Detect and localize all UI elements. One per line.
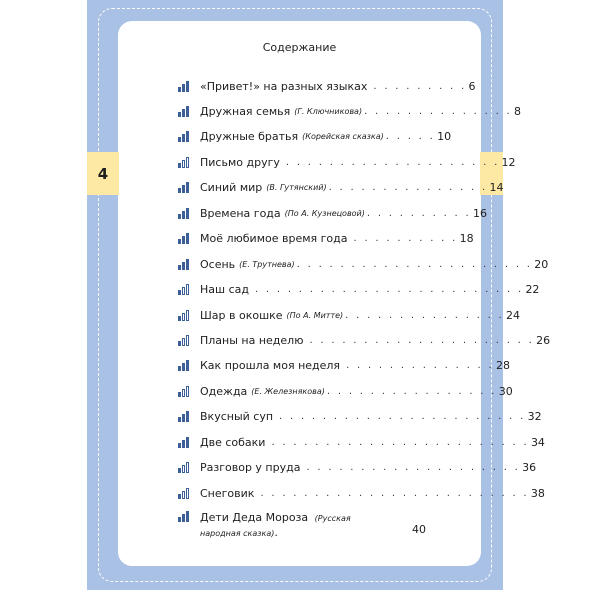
toc-item-dots: . . . . . . . . . . . . . . . . . . . . . . (296, 258, 533, 270)
toc-item-page: 10 (437, 130, 452, 144)
difficulty-level-icon (178, 511, 189, 522)
toc-item-page: 40 (412, 522, 426, 536)
toc-item[interactable] (180, 205, 487, 221)
toc-item-dots: . . . . . . . . . . . . . . (364, 105, 513, 117)
difficulty-level-icon (178, 310, 189, 321)
toc-item-page: 18 (459, 232, 474, 246)
toc-item-page: 8 (514, 104, 522, 118)
toc-item[interactable] (180, 256, 549, 272)
toc-item-page: 32 (527, 410, 542, 424)
difficulty-level-icon (178, 411, 189, 422)
difficulty-level-icon (178, 259, 189, 270)
difficulty-level-icon (178, 360, 189, 371)
toc-item-title: Планы на неделю (200, 334, 304, 347)
page-number-tab (87, 152, 119, 195)
toc-item-dots: . . . . . . . . . . (366, 207, 471, 219)
difficulty-level-icon (178, 386, 189, 397)
toc-item-author: (Е. Железнякова) (251, 386, 325, 396)
page-number: 4 (97, 164, 109, 183)
toc-item-page: 26 (536, 334, 551, 347)
toc-item-page: 22 (525, 283, 540, 297)
toc-item-title: Осень (200, 257, 236, 271)
toc-item-title: Синий мир (200, 181, 263, 195)
toc-item-dots: . . . . . . . . . (373, 80, 467, 92)
toc-item-last[interactable] (180, 511, 426, 541)
toc-item-dots: . . . . . . . . . . . . . . . . . . . . . . . (279, 411, 526, 423)
toc-item[interactable] (180, 460, 537, 476)
toc-item-title: Вкусный суп (200, 410, 274, 424)
difficulty-level-icon (178, 488, 189, 499)
toc-item[interactable] (180, 154, 516, 170)
toc-item-page: 30 (498, 384, 513, 398)
difficulty-level-icon (178, 208, 189, 219)
toc-item-page: 16 (473, 206, 487, 220)
toc-item[interactable] (180, 129, 452, 145)
toc-item-title: Как прошла моя неделя (200, 359, 341, 373)
toc-item-page: 24 (506, 308, 521, 322)
toc-item-dots: . . . . . . . . . . . . . . . . . . . . . (309, 335, 535, 346)
toc-item-author: (По А. Кузнецовой) (284, 208, 365, 218)
toc-item-page: 28 (496, 359, 510, 373)
toc-item-dots: . . . . . (385, 131, 436, 143)
toc-item-dots: . (274, 525, 278, 539)
toc-item-title: Дружная семья (200, 104, 291, 118)
toc-item[interactable] (180, 307, 521, 323)
toc-item-title: Одежда (200, 384, 248, 398)
toc-item-dots: . . . . . . . . . . . . . . . . . . . . . . . . . (260, 487, 529, 499)
difficulty-level-icon (178, 157, 189, 168)
difficulty-level-icon (178, 462, 189, 473)
difficulty-level-icon (178, 335, 189, 346)
toc-item-title: Письмо другу (200, 155, 280, 169)
toc-item-dots: . . . . . . . . . . . . . . . . . . . . (285, 156, 500, 168)
toc-item-page: 6 (468, 79, 476, 93)
toc-item[interactable] (180, 78, 476, 94)
toc-item-title: Наш сад (200, 283, 249, 297)
toc-item-page: 36 (522, 461, 537, 475)
toc-item[interactable] (180, 358, 510, 374)
toc-item[interactable] (180, 282, 540, 298)
toc-item-page: 14 (489, 181, 504, 195)
toc-item-title: Дети Деда Мороза (200, 510, 309, 524)
difficulty-level-icon (178, 284, 189, 295)
toc-item-author: (Г. Ключникова) (294, 106, 363, 116)
toc-item-author: (В. Гутянский) (266, 183, 327, 193)
toc-item-author: (Корейская сказка) (302, 132, 384, 142)
toc-item-author: (Русская народная сказка) (200, 513, 351, 538)
difficulty-level-icon (178, 131, 189, 142)
toc-item[interactable] (180, 231, 474, 247)
toc-item-page: 34 (530, 435, 545, 449)
toc-item-title: Шар в окошке (200, 308, 283, 322)
toc-title: Содержание (262, 41, 337, 54)
toc-item-dots: . . . . . . . . . . . . . . . . . . . . . . . . (271, 436, 529, 448)
difficulty-level-icon (178, 81, 189, 92)
toc-item-title: Дружные братья (200, 130, 299, 144)
toc-item[interactable] (180, 333, 551, 349)
toc-item[interactable] (180, 383, 513, 399)
toc-item[interactable] (180, 485, 545, 501)
toc-item[interactable] (180, 434, 545, 450)
toc-item-title: Снеговик (200, 486, 255, 500)
difficulty-level-icon (178, 437, 189, 448)
toc-item-dots: . . . . . . . . . . . . . . . (345, 309, 505, 321)
toc-item-author: (Е. Трутнева) (239, 259, 295, 269)
toc-item-title: Разговор у пруда (200, 461, 301, 475)
difficulty-level-icon (178, 106, 189, 117)
toc-item-page: 20 (534, 257, 549, 271)
toc-item-title: Моё любимое время года (200, 232, 348, 246)
toc-item-text (200, 511, 390, 541)
toc-item[interactable] (180, 409, 542, 425)
toc-item-dots: . . . . . . . . . . . . . . . . (326, 385, 497, 397)
difficulty-level-icon (178, 233, 189, 244)
toc-item-dots: . . . . . . . . . . . . . . . . . . . . . . . . . (254, 284, 524, 296)
toc-item-page: 38 (530, 486, 545, 500)
toc-item[interactable] (180, 103, 522, 119)
toc-item[interactable] (180, 180, 504, 196)
toc-item-title: «Привет!» на разных языках (200, 79, 368, 93)
toc-item-dots: . . . . . . . . . . . . . . . (328, 182, 488, 194)
toc-item-title: Две собаки (200, 435, 266, 449)
toc-item-title: Времена года (200, 206, 281, 220)
toc-item-dots: . . . . . . . . . . (353, 233, 458, 245)
toc-item-author: (По А. Митте) (286, 310, 344, 320)
toc-item-page: 12 (501, 155, 516, 169)
toc-item-dots: . . . . . . . . . . . . . . (346, 360, 494, 372)
toc-item-dots: . . . . . . . . . . . . . . . . . . . . (306, 462, 521, 474)
difficulty-level-icon (178, 182, 189, 193)
